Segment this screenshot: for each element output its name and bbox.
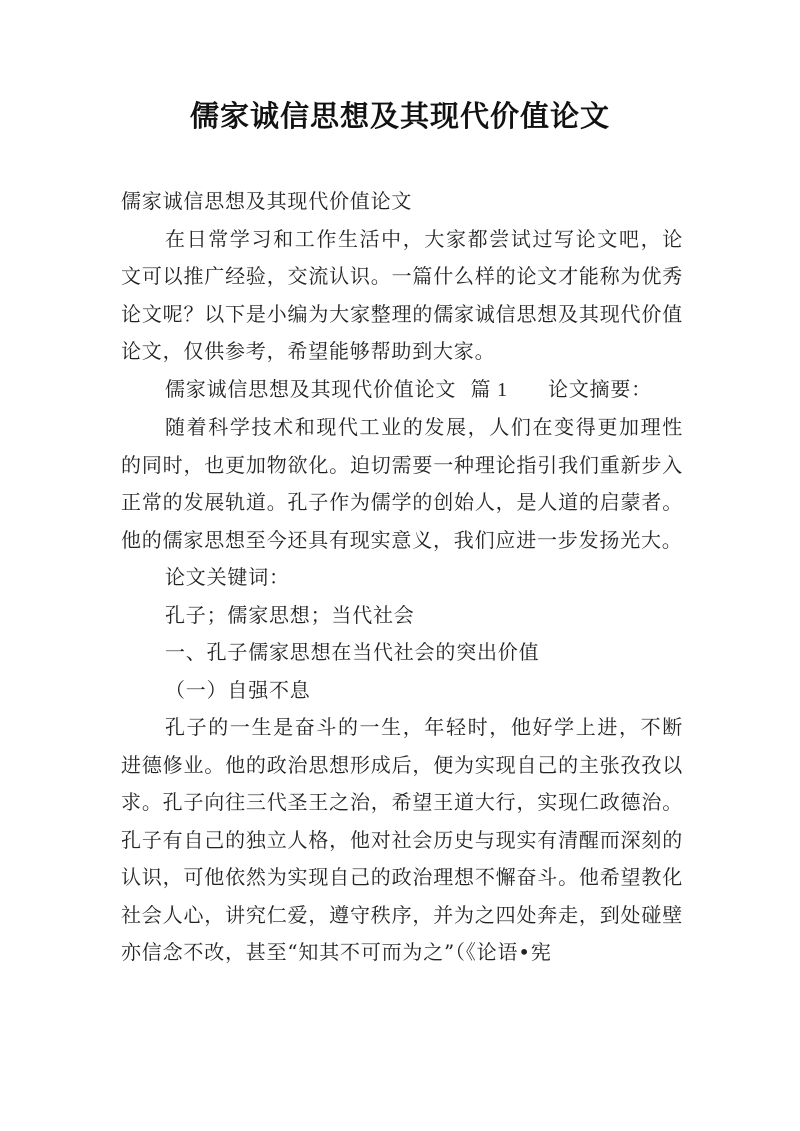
abstract-label: 论文摘要： (547, 376, 652, 401)
document-title: 儒家诚信思想及其现代价值论文 (189, 99, 610, 133)
document-subtitle: 儒家诚信思想及其现代价值论文 (121, 189, 413, 213)
section-heading (121, 371, 683, 410)
keywords-label: 论文关键词： (165, 565, 290, 589)
body-paragraph: 孔子的一生是奋斗的一生，年轻时，他好学上进，不断进德修业。他的政治思想形成后，便为实现自己的主张孜孜以求。孔子向往三代圣王之治，希望王道大行，实现仁政德治。孔子有自己的独立人格，他对社会历史与现实有清醒而深刻的认识，可他依然为实现自己的政治理想不懈奋斗。他希望教化社会人心，讲究仁爱，遵守秩序，并为之四处奔走，到处碰壁亦信念不改，甚至“知其不可而为之”（《论语•宪 (121, 715, 683, 964)
section-heading-title: 儒家诚信思想及其现代价值论文 (165, 376, 457, 401)
section-heading-piece: 篇 1 (470, 378, 508, 401)
heading-level-1: 一、孔子儒家思想在当代社会的突出价值 (165, 640, 540, 664)
intro-paragraph: 在日常学习和工作生活中，大家都尝试过写论文吧，论文可以推广经验，交流认识。一篇什么样的论文才能称为优秀论文呢？以下是小编为大家整理的儒家诚信思想及其现代价值论文，仅供参考，希望能够帮助到大家。 (121, 226, 683, 363)
document-body (121, 183, 683, 972)
keywords-text: 孔子；儒家思想；当代社会 (165, 602, 415, 627)
abstract-paragraph: 随着科学技术和现代工业的发展，人们在变得更加理性的同时，也更加物欲化。迫切需要一种理论指引我们重新步入正常的发展轨道。孔子作为儒学的创始人，是人道的启蒙者。他的儒家思想至今还具有现实意义，我们应进一步发扬光大。 (121, 415, 683, 552)
heading-level-2: （一）自强不息 (165, 677, 311, 702)
